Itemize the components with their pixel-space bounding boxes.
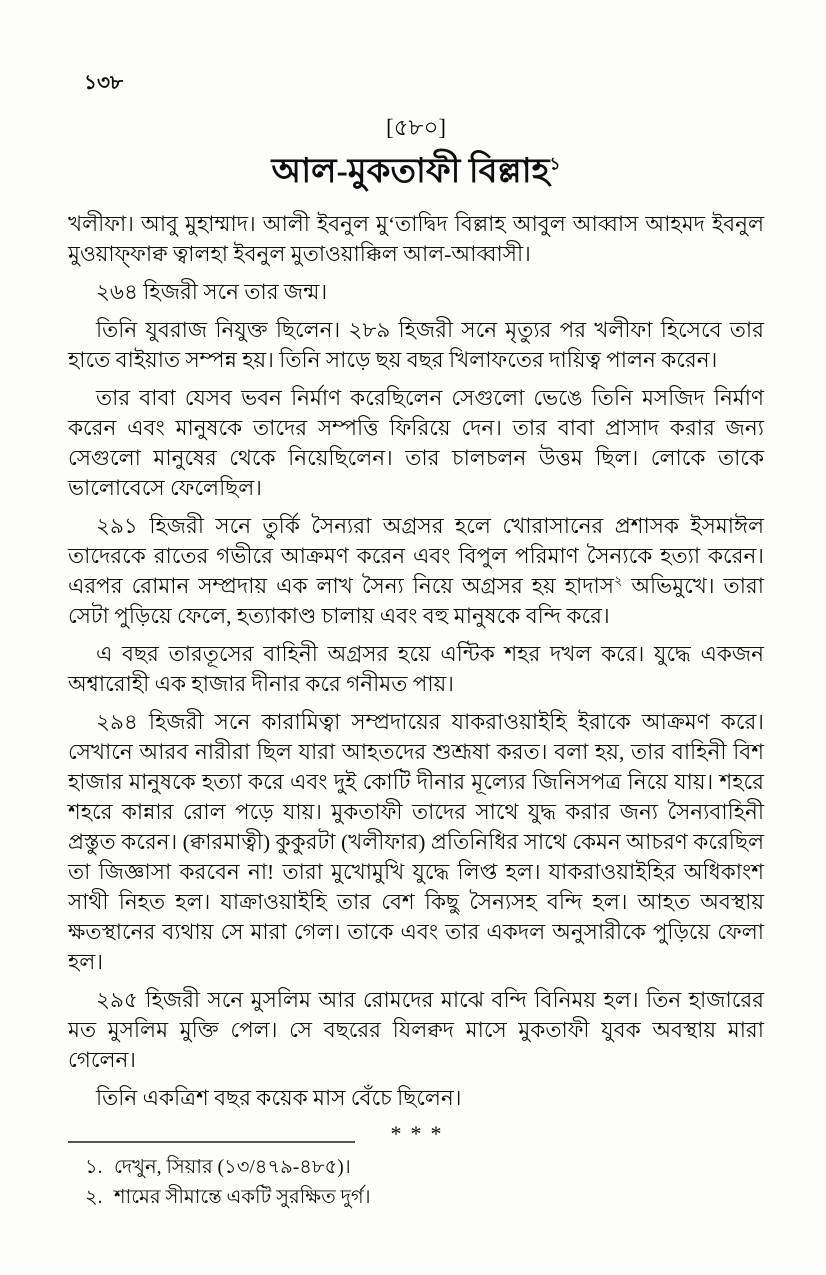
footnote-marker: ২.	[85, 1186, 103, 1208]
paragraph	[68, 209, 764, 269]
page-title	[68, 152, 764, 193]
footnote-rule	[68, 1141, 355, 1143]
paragraph	[68, 1083, 764, 1113]
paragraph	[68, 985, 764, 1075]
paragraph	[68, 511, 764, 631]
paragraph	[68, 277, 764, 307]
paragraph-text: তিনি যুবরাজ নিযুক্ত ছিলেন। ২৮৯ হিজরী সনে মৃত্যুর পর খলীফা হিসেবে তার হাতে বাইয়াত সম্পন্ন হয়। তিনি সাড়ে ছয় বছর খিলাফতের দায়িত্ব পালন করেন।	[68, 317, 764, 372]
paragraph	[68, 639, 764, 699]
page-number: ১৩৮	[84, 72, 123, 94]
paragraph-text: ২৯৪ হিজরী সনে কারামিত্বা সম্প্রদায়ের যাকরাওয়াইহি ইরাকে আক্রমণ করে। সেখানে আরব নারীরা ছিল যারা আহতদের শুশ্রূষা করত। বলা হয়, তার বাহিনী বিশ হাজার মানুষকে হত্যা করে এবং দুই কোটি দীনার মূল্যের জিনিসপত্র নিয়ে যায়। শহরে শহরে কান্নার রোল পড়ে যায়। মুকতাফী তাদের সাথে যুদ্ধ করার জন্য সৈন্যবাহিনী প্রস্তুত করেন। (ক্বারমাত্বী) কুকুরটা (খলীফার) প্রতিনিধির সাথে কেমন আচরণ করেছিল তা জিজ্ঞাসা করবেন না! তারা মুখোমুখি যুদ্ধে লিপ্ত হল। যাকরাওয়াইহির অধিকাংশ সাথী নিহত হল। যাক্রাওয়াইহি তার বেশ কিছু সৈন্যসহ বন্দি হল। আহত অবস্থায় ক্ষতস্থানের ব্যথায় সে মারা গেল। তাকে এবং তার একদল অনুসারীকে পুড়িয়ে ফেলা হল।	[68, 709, 764, 974]
footnote-marker: ১.	[85, 1156, 103, 1178]
paragraph-text: ২৯৫ হিজরী সনে মুসলিম আর রোমদের মাঝে বন্দি বিনিময় হল। তিন হাজারের মত মুসলিম মুক্তি পেল। সে বছরের যিলক্বদ মাসে মুকতাফী যুবক অবস্থায় মারা গেলেন।	[68, 987, 764, 1072]
paragraph-text: তার বাবা যেসব ভবন নির্মাণ করেছিলেন সেগুলো ভেঙে তিনি মসজিদ নির্মাণ করেন এবং মানুষকে তাদের সম্পত্তি ফিরিয়ে দেন। তার বাবা প্রাসাদ করার জন্য সেগুলো মানুষের থেকে নিয়েছিলেন। তার চালচলন উত্তম ছিল। লোকে তাকে ভালোবেসে ফেলেছিল।	[68, 385, 764, 500]
page-title-text: আল-মুকতাফী বিল্লাহ	[271, 153, 550, 190]
paragraph-text: তিনি একত্রিশ বছর কয়েক মাস বেঁচে ছিলেন।	[96, 1085, 462, 1110]
paragraph-text: এ বছর তারতূসের বাহিনী অগ্রসর হয়ে এন্টিক শহর দখল করে। যুদ্ধে একজন অশ্বারোহী এক হাজার দীনার করে গনীমত পায়।	[68, 641, 764, 696]
section-marker: [৫৮০]	[385, 115, 447, 140]
footnote-list	[68, 1153, 764, 1213]
body-text	[68, 209, 764, 1113]
inline-footnote-ref: ২	[613, 572, 623, 588]
asterisk-separator: ***	[390, 1120, 451, 1146]
footnote-section	[68, 1141, 764, 1213]
paragraph-text: ২৬৪ হিজরী সনে তার জন্ম।	[96, 279, 328, 304]
footnote-text: দেখুন, সিয়ার (১৩/৪৭৯-৪৮৫)।	[114, 1156, 351, 1178]
title-footnote-ref: ১	[549, 154, 561, 174]
paragraph-text: খলীফা। আবু মুহাম্মাদ। আলী ইবনুল মু‘তাদ্বিদ বিল্লাহ আবুল আব্বাস আহমদ ইবনুল মুওয়াফ্ফাক্ব ত্বালহা ইবনুল মুতাওয়াক্কিল আল-আব্বাসী।	[68, 211, 764, 266]
paragraph	[68, 707, 764, 977]
paragraph-text: ২৯১ হিজরী সনে তুর্কি সৈন্যরা অগ্রসর হলে খোরাসানের প্রশাসক ইসমাঈল তাদেরকে রাতের গভীরে আক্রমণ করেন এবং বিপুল পরিমাণ সৈন্যকে হত্যা করেন। এরপর রোমান সম্প্রদায় এক লাখ সৈন্য নিয়ে অগ্রসর হয় হাদাস	[68, 513, 764, 598]
footnote-item	[68, 1153, 764, 1183]
footnote-item	[68, 1183, 764, 1213]
paragraph	[68, 315, 764, 375]
footnote-text: শামের সীমান্তে একটি সুরক্ষিত দুর্গ।	[114, 1186, 371, 1208]
paragraph	[68, 383, 764, 503]
paragraph-text: অভিমুখে। তারা সেটা পুড়িয়ে ফেলে, হত্যাকাণ্ড চালায় এবং বহু মানুষকে বন্দি করে।	[68, 573, 764, 628]
